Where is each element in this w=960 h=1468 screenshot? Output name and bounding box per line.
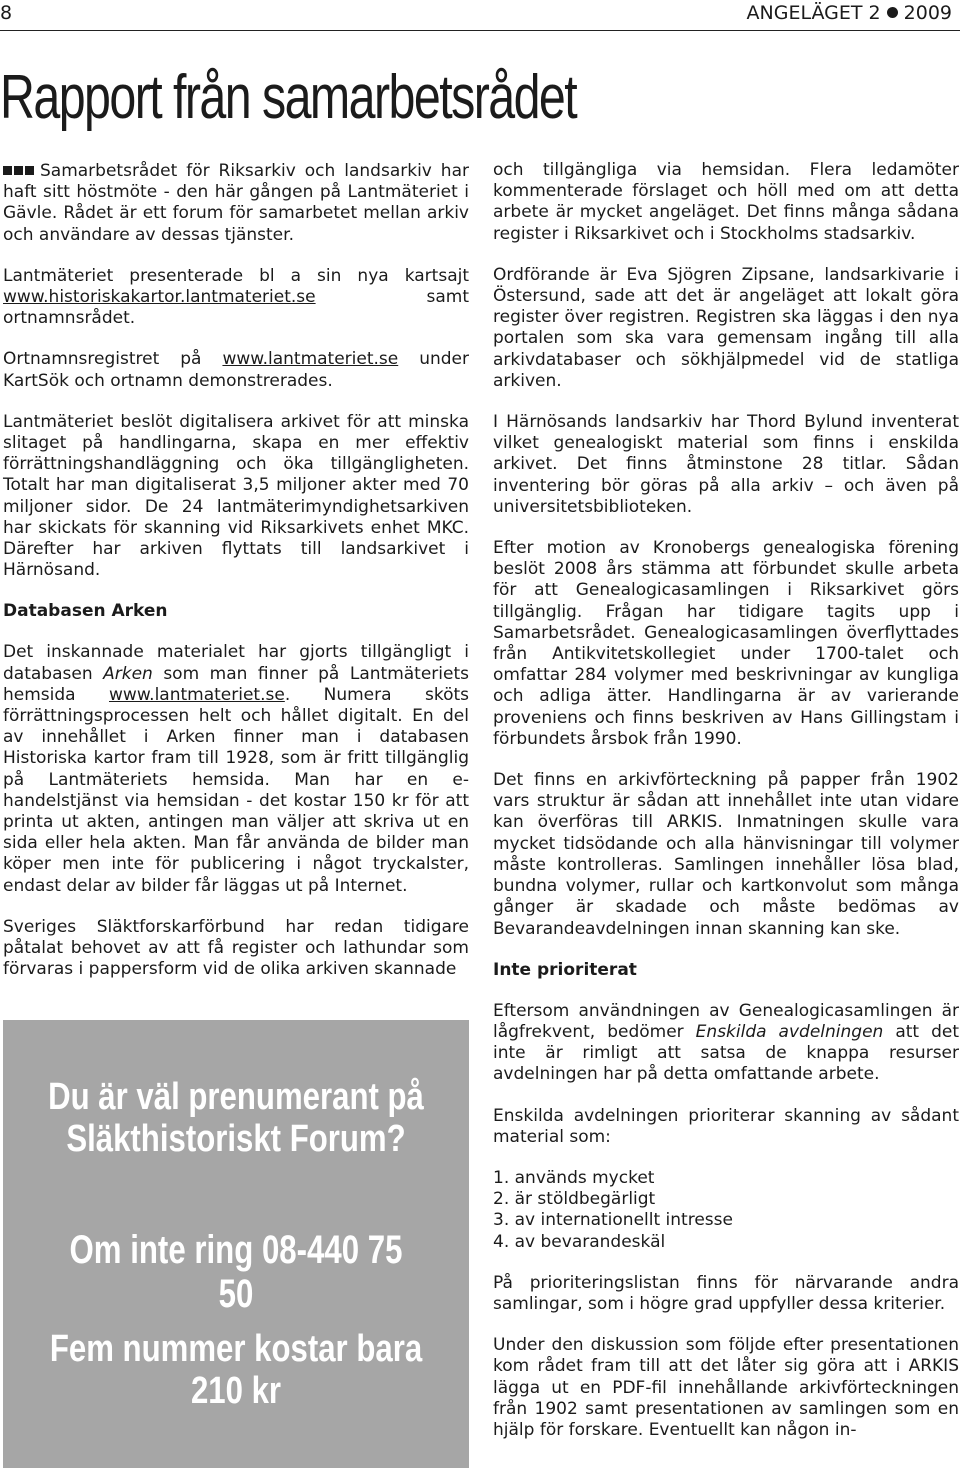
section-squares-icon [3,160,36,181]
paragraph-arken: Det inskannade materialet har gjorts tillgängligt i databasen Arken som man finner på Lantmäteriets hemsida www.lantmateriet.se. Numera sköts förrättningsprocessen helt och hållet digitalt. En del av innehållet i Arken finner man i databasen Historiska kartor fram till 1928, som är fritt tillgänglig på Lantmäteriets hemsida. Man har en e-handelstjänst via hemsidan - det kostar 150 kr för att printa ut akten, antingen man väljer att skriva ut en sida eller hela akten. Man får använda de bilder man köper men inte för publicering i något tryckalster, endast delar av bilder får läggas ut på Internet. [3,642,469,896]
paragraph-kartsajt: Lantmäteriet presenterade bl a sin nya kartsajt www.historiskakartor.lantmateriet.se samt ortnamnsrådet. [3,265,469,329]
link-lantmateriet-2[interactable]: www.lantmateriet.se [109,684,285,705]
paragraph-slaktforskarforbund: Sveriges Släktforskarförbund har redan tidigare påtalat behovet av att få register och lathundar som förvaras i pappersform vid de olika arkiven skannade [3,916,469,980]
left-column [3,160,469,1001]
list-item: 1. används mycket [493,1167,655,1188]
paragraph-hemsidan: och tillgängliga via hemsidan. Flera ledamöter kommenterade förslaget och höll med om att detta arbete är mycket angeläget. Det finns många sådana register i Riksarkivet och i Stockholms stadsarkiv. [493,160,959,244]
subscription-ad [3,1020,469,1468]
paragraph-prioriteringslistan: På prioriteringslistan finns för närvarande andra samlingar, som i högre grad uppfyller dessa kriterier. [493,1272,959,1314]
paragraph-harnosand: I Härnösands landsarkiv har Thord Bylund inventerat vilket genealogiskt material som finns i enskilda arkivet. Det finns åtminstone 28 titlar. Sådan inventering bör göras på alla arkiv – och även på universitetsbiblioteken. [493,412,959,517]
paragraph-arkivforteckning: Det finns en arkivförteckning på papper från 1902 vars struktur är sådan att innehållet inte utan vidare kan överföras till ARKIS. Inmatningen skulle vara mycket tidsödande och alla hänvisningar till volymer måste kontrolleras. Samlingen innehåller lösa blad, bundna volymer, rullar och kartkonvolut som många gånger är skadade och måste bedömas av Bevarandeavdelningen innan skanning kan ske. [493,770,959,939]
priority-list [493,1168,959,1253]
ad-price: Fem nummer kostar bara 210 kr [49,1328,423,1412]
page-number: 8 [0,2,13,24]
paragraph-digitalisering: Lantmäteriet beslöt digitalisera arkivet för att minska slitaget på handlingarna, skapa en mer effektiv förrättningshandläggning och öka tillgängligheten. Totalt har man digitaliserat 3,5 miljoner akter med 70 miljoner sidor. De 24 lantmäterimyndighetsarkiven har skickats för skanning vid Riksarkivets enhet MKC. Därefter har arkiven flyttats till landsarkivet i Härnösand. [3,411,469,581]
paragraph-diskussion: Under den diskussion som följde efter presentationen kom rådet fram till att det låter sig göra att i ARKIS lägga ut en PDF-fil innehållande arkivförteckningen från 1902 samt presentationen av samlingen som en hjälp för forskare. Eventuellt kan någon in- [493,1335,959,1440]
article-title: Rapport från samarbetsrådet [0,63,577,132]
list-item: 2. är stöldbegärligt [493,1189,656,1210]
right-column [493,160,959,1461]
paragraph-lagfrekvent: Eftersom användningen av Genealogicasamlingen är lågfrekvent, bedömer Enskilda avdelningen att det inte är rimligt att satsa de knappa resurser avdelningen har på detta omfattande arbete. [493,1000,959,1085]
list-item: 4. av bevarandeskäl [493,1231,666,1252]
issue-name: ANGELÄGET 2 [746,2,881,24]
paragraph-motion: Efter motion av Kronobergs genealogiska förening beslöt 2008 års stämma att förbundet skulle arbeta för att Genealogicasamlingen i Riksarkivet görs tillgänglig. Frågan har tidigare tagits upp i Samarbetsrådet. Genealogicasamlingen överflyttades från Antikvitetskollegiet under 1700-talet och omfattar 284 volymer med beskrivningar av kungliga och adliga ätter. Handlingarna är av varierande proveniens och finns beskriven av Hans Gillingstam i förbundets årsbok från 1990. [493,538,959,749]
bullet-dot-icon [887,7,898,18]
heading-inte-prioriterat: Inte prioriterat [493,959,637,980]
issue-label [747,2,952,24]
paragraph-prioriterar: Enskilda avdelningen prioriterar skanning av sådant material som: [493,1105,959,1147]
list-item: 3. av internationellt intresse [493,1210,733,1231]
paragraph-ordforande: Ordförande är Eva Sjögren Zipsane, landsarkivarie i Östersund, sade att det är angeläget att lokalt göra register över registren. Registren ska läggas i den nya portalen som ska vara gemensam ingång till alla arkivdatabaser och sökhjälpmedel vid de statliga arkiven. [493,264,959,391]
link-historiskakartor[interactable]: www.historiskakartor.lantmateriet.se [3,287,316,308]
header-rule [0,30,960,31]
issue-year: 2009 [903,2,952,24]
paragraph-intro: Samarbetsrådet för Riksarkiv och landsarkiv har haft sitt höstmöte - den här gången på Lantmäteriet i Gävle. Rådet är ett forum för samarbetet mellan arkiv och användare av dessas tjänster. [3,161,469,245]
paragraph-ortnamn: Ortnamnsregistret på www.lantmateriet.se under KartSök och ortnamn demonstrerades. [3,349,469,391]
link-lantmateriet[interactable]: www.lantmateriet.se [222,349,399,370]
heading-databasen-arken: Databasen Arken [3,601,168,622]
ad-phone: Om inte ring 08-440 75 50 [69,1228,403,1316]
ad-headline: Du är väl prenumerant på Släkthistoriskt Forum? [48,1076,424,1160]
page-header [0,0,960,30]
